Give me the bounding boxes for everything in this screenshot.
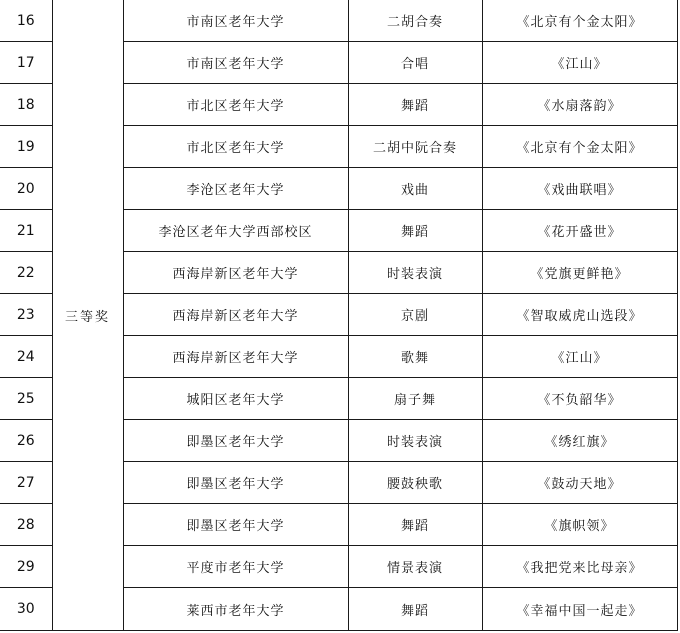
row-number: 24 (0, 336, 52, 378)
program-type-cell: 戏曲 (348, 168, 482, 210)
unit-cell: 李沧区老年大学西部校区 (123, 210, 348, 252)
unit-cell: 即墨区老年大学 (123, 504, 348, 546)
program-title-cell: 《花开盛世》 (482, 210, 677, 252)
program-title-cell: 《智取威虎山选段》 (482, 294, 677, 336)
row-number: 27 (0, 462, 52, 504)
row-number: 19 (0, 126, 52, 168)
row-number: 20 (0, 168, 52, 210)
program-type-cell: 腰鼓秧歌 (348, 462, 482, 504)
unit-cell: 城阳区老年大学 (123, 378, 348, 420)
unit-cell: 西海岸新区老年大学 (123, 294, 348, 336)
program-title-cell: 《水扇落韵》 (482, 84, 677, 126)
program-type-cell: 舞蹈 (348, 210, 482, 252)
unit-cell: 李沧区老年大学 (123, 168, 348, 210)
program-type-cell: 京剧 (348, 294, 482, 336)
program-type-cell: 舞蹈 (348, 504, 482, 546)
row-number: 18 (0, 84, 52, 126)
program-title-cell: 《江山》 (482, 336, 677, 378)
row-number: 21 (0, 210, 52, 252)
program-title-cell: 《不负韶华》 (482, 378, 677, 420)
program-type-cell: 舞蹈 (348, 84, 482, 126)
program-type-cell: 合唱 (348, 42, 482, 84)
unit-cell: 市南区老年大学 (123, 42, 348, 84)
program-title-cell: 《鼓动天地》 (482, 462, 677, 504)
row-number: 25 (0, 378, 52, 420)
unit-cell: 市北区老年大学 (123, 126, 348, 168)
row-number: 23 (0, 294, 52, 336)
row-number: 26 (0, 420, 52, 462)
row-number: 28 (0, 504, 52, 546)
unit-cell: 西海岸新区老年大学 (123, 336, 348, 378)
table-row (0, 0, 677, 42)
unit-cell: 市北区老年大学 (123, 84, 348, 126)
program-title-cell: 《绣红旗》 (482, 420, 677, 462)
program-title-cell: 《幸福中国一起走》 (482, 588, 677, 631)
program-type-cell: 扇子舞 (348, 378, 482, 420)
program-type-cell: 二胡合奏 (348, 0, 482, 42)
row-number: 22 (0, 252, 52, 294)
program-title-cell: 《戏曲联唱》 (482, 168, 677, 210)
program-type-cell: 二胡中阮合奏 (348, 126, 482, 168)
program-title-cell: 《党旗更鲜艳》 (482, 252, 677, 294)
unit-cell: 莱西市老年大学 (123, 588, 348, 631)
row-number: 29 (0, 546, 52, 588)
unit-cell: 平度市老年大学 (123, 546, 348, 588)
unit-cell: 即墨区老年大学 (123, 462, 348, 504)
program-title-cell: 《北京有个金太阳》 (482, 0, 677, 42)
program-type-cell: 舞蹈 (348, 588, 482, 631)
program-title-cell: 《北京有个金太阳》 (482, 126, 677, 168)
program-title-cell: 《江山》 (482, 42, 677, 84)
unit-cell: 市南区老年大学 (123, 0, 348, 42)
row-number: 30 (0, 588, 52, 631)
unit-cell: 西海岸新区老年大学 (123, 252, 348, 294)
program-type-cell: 歌舞 (348, 336, 482, 378)
program-title-cell: 《旗帜领》 (482, 504, 677, 546)
program-title-cell: 《我把党来比母亲》 (482, 546, 677, 588)
program-type-cell: 时装表演 (348, 252, 482, 294)
unit-cell: 即墨区老年大学 (123, 420, 348, 462)
program-type-cell: 情景表演 (348, 546, 482, 588)
row-number: 16 (0, 0, 52, 42)
row-number: 17 (0, 42, 52, 84)
program-type-cell: 时装表演 (348, 420, 482, 462)
award-level-cell: 三等奖 (52, 0, 123, 631)
